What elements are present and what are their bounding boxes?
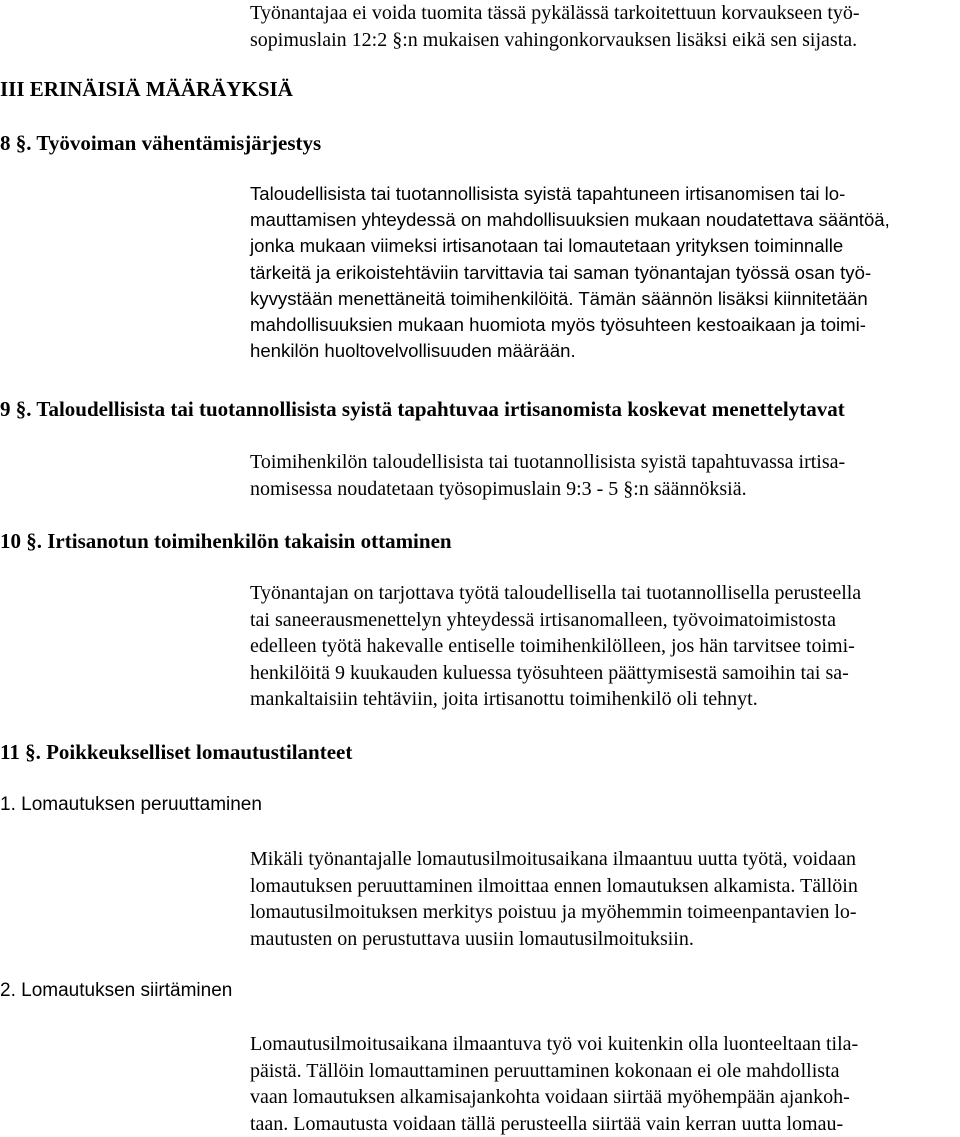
text-line: mahdollisuuksien mukaan huomiota myös työsuhteen kestoaikaan ja toimi- [250, 314, 866, 336]
section-9-paragraph [250, 449, 960, 502]
text-line: Työnantajan on tarjottava työtä taloudellisella tai tuotannollisella perusteella [250, 582, 862, 604]
text-line: nomisessa noudatetaan työsopimuslain 9:3 - 5 §:n säännöksiä. [250, 477, 747, 500]
text-line: vaan lomautuksen alkamisajankohta voidaan siirtää myöhempään ajankoh- [250, 1086, 850, 1109]
text-line: lomautuksen peruuttaminen ilmoittaa ennen lomautuksen alkamista. Tällöin [250, 874, 858, 897]
text-line: Työnantajaa ei voida tuomita tässä pykälässä tarkoitettuun korvaukseen työ- [250, 2, 860, 24]
section-10-paragraph [250, 580, 960, 713]
text-line: Lomautusilmoitusaikana ilmaantuva työ voi kuitenkin olla luonteeltaan tila- [250, 1033, 859, 1055]
text-line: edelleen työtä hakevalle entiselle toimihenkilölleen, jos hän tarvitsee toimi- [250, 635, 855, 658]
text-line: henkilön huoltovelvollisuuden määrään. [250, 340, 576, 362]
text-line: tärkeitä ja erikoistehtäviin tarvittavia tai saman työnantajan työssä osan työ- [250, 261, 872, 283]
text-line: taan. Lomautusta voidaan tällä perusteella siirtää vain kerran uutta lomau- [250, 1112, 844, 1135]
subsection-2-heading: 2. Lomautuksen siirtäminen [0, 980, 233, 1001]
section-11-heading: 11 §. Poikkeukselliset lomautustilanteet [0, 740, 353, 764]
part-title: III ERINÄISIÄ MÄÄRÄYKSIÄ [0, 77, 293, 101]
intro-paragraph [250, 0, 960, 53]
section-8-heading: 8 §. Työvoiman vähentämisjärjestys [0, 131, 322, 155]
text-line: päistä. Tällöin lomauttaminen peruuttaminen kokonaan ei ole mahdollista [250, 1059, 840, 1082]
section-9-heading: 9 §. Taloudellisista tai tuotannollisista syistä tapahtuvaa irtisanomista koskevat menettelytavat [0, 397, 845, 421]
text-line: Toimihenkilön taloudellisista tai tuotannollisista syistä tapahtuvassa irtisa- [250, 451, 846, 473]
text-line: Taloudellisista tai tuotannollisista syistä tapahtuneen irtisanomisen tai lo- [250, 183, 846, 204]
text-line: kyvystään menettäneitä toimihenkilöitä. Tämän säännön lisäksi kiinnitetään [250, 287, 868, 309]
subsection-1-heading: 1. Lomautuksen peruuttaminen [0, 794, 262, 815]
subsection-2-paragraph [250, 1031, 960, 1137]
text-line: mautusten on perustuttava uusiin lomautusilmoituksiin. [250, 927, 694, 950]
section-10-heading: 10 §. Irtisanotun toimihenkilön takaisin ottaminen [0, 529, 452, 553]
subsection-1-paragraph [250, 846, 960, 952]
text-line: mauttamisen yhteydessä on mahdollisuuksien mukaan noudatettava sääntöä, [250, 209, 890, 231]
text-line: jonka mukaan viimeksi irtisanotaan tai lomautetaan yrityksen toiminnalle [250, 235, 844, 257]
text-line: mankaltaisiin tehtäviin, joita irtisanottu toimihenkilö oli tehnyt. [250, 688, 758, 711]
section-8-paragraph [250, 181, 960, 364]
text-line: sopimuslain 12:2 §:n mukaisen vahingonkorvauksen lisäksi eikä sen sijasta. [250, 28, 858, 51]
text-line: tai saneerausmenettelyn yhteydessä irtisanomalleen, työvoimatoimistosta [250, 608, 836, 631]
text-line: henkilöitä 9 kuukauden kuluessa työsuhteen päättymisestä samoihin tai sa- [250, 661, 849, 684]
text-line: Mikäli työnantajalle lomautusilmoitusaikana ilmaantuu uutta työtä, voidaan [250, 848, 856, 870]
text-line: lomautusilmoituksen merkitys poistuu ja myöhemmin toimeenpantavien lo- [250, 901, 857, 924]
